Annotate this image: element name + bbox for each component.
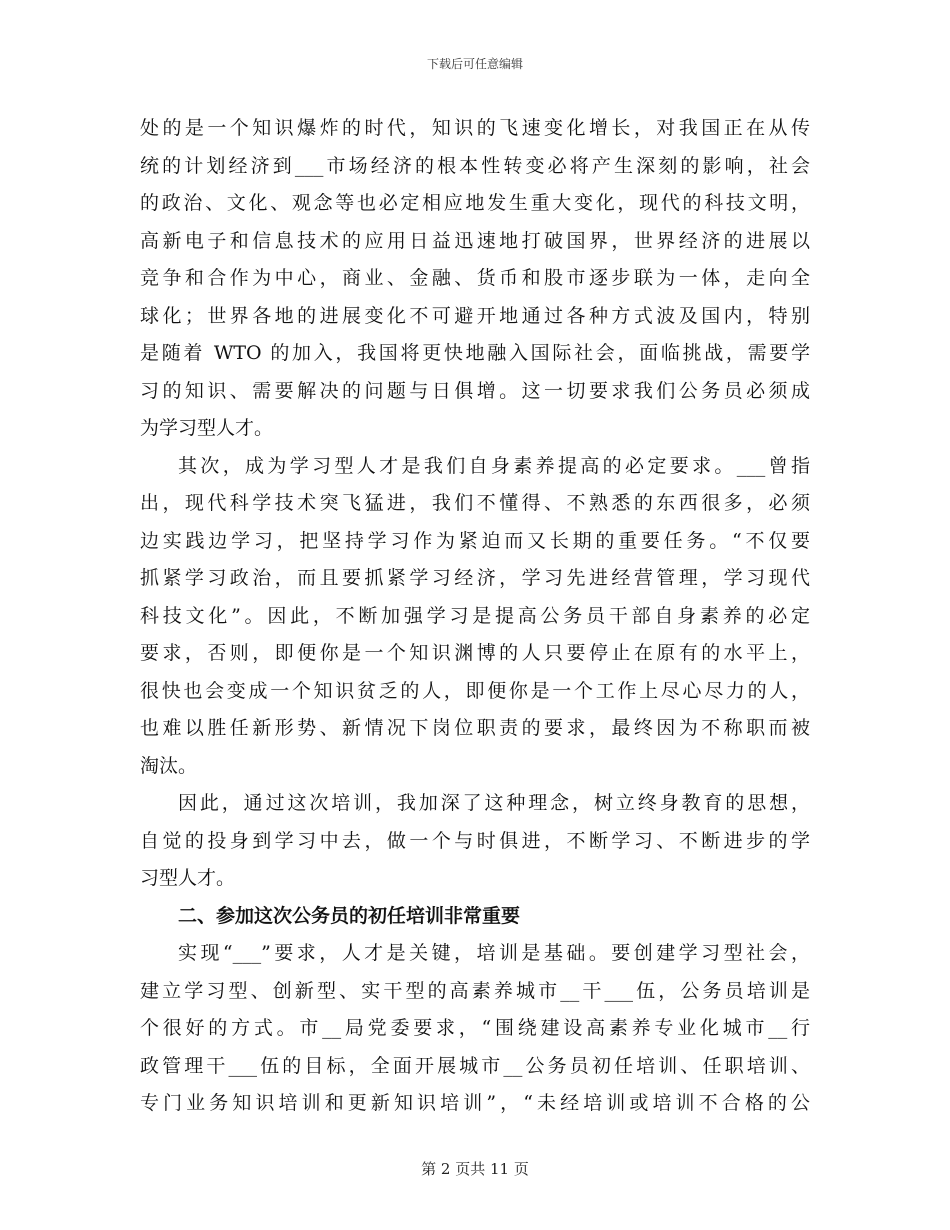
text-line: 因此，通过这次培训，我加深了这种理念，树立终身教育的思想， [178, 792, 810, 814]
text-line: 高新电子和信息技术的应用日益迅速地打破国界，世界经济的进展以 [140, 229, 810, 252]
text-line: 习型人才。 [140, 867, 236, 889]
text-line: 抓紧学习政治，而且要抓紧学习经济，学习先进经营管理，学习现代 [140, 567, 810, 589]
text-line: 出，现代科学技术突飞猛进，我们不懂得、不熟悉的东西很多，必须 [140, 492, 810, 514]
text-line: 球化；世界各地的进展变化不可避开地通过各种方式波及国内，特别 [140, 304, 810, 327]
text-line: 建立学习型、创新型、实干型的高素养城市__干___伍，公务员培训是 [140, 979, 810, 1002]
text-line: 很快也会变成一个知识贫乏的人，即便你是一个工作上尽心尽力的人， [140, 679, 810, 702]
text-line: 处的是一个知识爆炸的时代，知识的飞速变化增长，对我国正在从传 [140, 117, 810, 139]
section-heading: 二、参加这次公务员的初任培训非常重要 [178, 904, 521, 927]
text-line: 实现“___”要求，人才是关键，培训是基础。要创建学习型社会， [178, 942, 810, 964]
page-header: 下载后可任意编辑 [426, 57, 523, 71]
text-line: 边实践边学习，把坚持学习作为紧迫而又长期的重要任务。“不仅要 [140, 529, 810, 552]
text-line: 是随着 WTO 的加入，我国将更快地融入国际社会，面临挑战，需要学 [140, 342, 810, 364]
text-line: 习的知识、需要解决的问题与日俱增。这一切要求我们公务员必须成 [140, 379, 810, 402]
text-line: 的政治、文化、观念等也必定相应地发生重大变化，现代的科技文明， [140, 192, 810, 214]
text-line: 自觉的投身到学习中去，做一个与时俱进，不断学习、不断进步的学 [140, 829, 810, 852]
text-line: 为学习型人才。 [140, 417, 274, 439]
text-line: 其次，成为学习型人才是我们自身素养提高的必定要求。___曾指 [178, 454, 810, 477]
text-line: 科技文化”。因此，不断加强学习是提高公务员干部自身素养的必定 [140, 604, 810, 627]
text-line: 统的计划经济到___市场经济的根本性转变必将产生深刻的影响，社会 [140, 154, 810, 177]
text-line: 淘汰。 [140, 754, 198, 777]
text-line: 个很好的方式。市__局党委要求，“围绕建设高素养专业化城市__行 [140, 1017, 810, 1039]
document-body [140, 110, 810, 1123]
text-line: 竞争和合作为中心，商业、金融、货币和股市逐步联为一体，走向全 [140, 267, 810, 289]
text-line: 政管理干___伍的目标，全面开展城市__公务员初任培训、任职培训、 [140, 1054, 810, 1077]
text-line: 专门业务知识培训和更新知识培训”，“未经培训或培训不合格的公 [140, 1092, 810, 1114]
text-line: 要求，否则，即便你是一个知识渊博的人只要停止在原有的水平上， [140, 642, 810, 664]
page-footer: 第 2 页共 11 页 [421, 1160, 529, 1178]
text-line: 也难以胜任新形势、新情况下岗位职责的要求，最终因为不称职而被 [140, 717, 810, 739]
